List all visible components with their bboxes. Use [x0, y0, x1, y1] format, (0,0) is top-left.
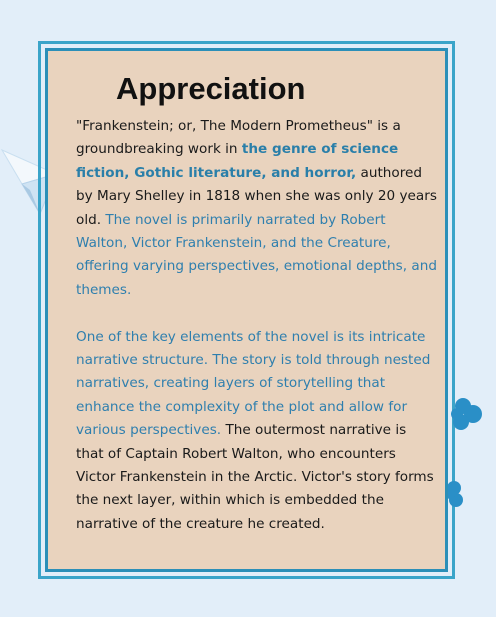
cloud-icon: [447, 394, 485, 434]
genre-highlight: the genre of science fiction, Gothic literature, and horror,: [76, 141, 399, 181]
body-text: [76, 115, 438, 536]
structure-highlight: One of the key elements of the novel is its intricate narrative structure. The story is told through nested narratives, creating layers of storytelling that enhance the complexity of the plot and allow for various perspectives.: [76, 328, 431, 439]
text-run: authored by Mary Shelley in 1818 when she was only 20 years old.: [76, 164, 437, 228]
appreciation-card: [45, 48, 448, 572]
text-run: The outermost narrative is that of Captain Robert Walton, who encounters Victor Frankenstein in the Arctic. Victor's story forms the next layer, within which is embedded the narrative of the creature he created.: [76, 422, 434, 532]
narrators-highlight: The novel is primarily narrated by Robert Walton, Victor Frankenstein, and the Creature, offering varying perspectives, emotional depths, and themes.: [76, 211, 437, 298]
text-run: "Frankenstein; or, The Modern Prometheus" is a groundbreaking work in: [76, 118, 401, 158]
page-title: Appreciation: [116, 71, 306, 106]
paragraph: [76, 326, 438, 537]
paragraph: [76, 115, 438, 302]
